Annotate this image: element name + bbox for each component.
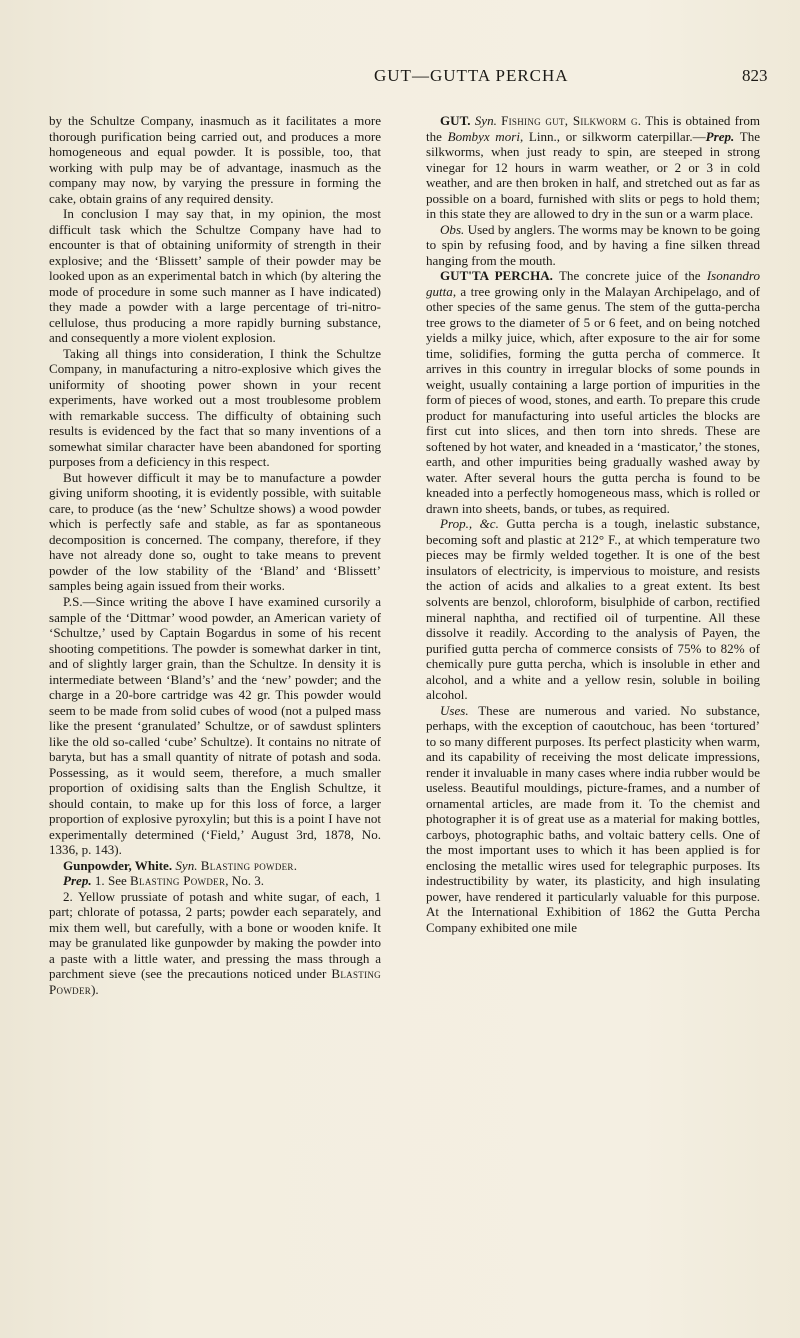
gp-prop-label: Prop., &c. (440, 516, 499, 532)
paragraph-uniform-shooting: But however difficult it may be to manufacture a powder giving uniform shooting, it is evidently possible, with suitable care, to produce (as the ‘new’ Schultze shows) a wood powder which is perfectly safe and stable, as far as spontaneous decomposition is concerned. The company, therefore, if they have not already done so, ought to take means to prevent powder of the low stability of the ‘Bland’ and ‘Blissett’ samples being again issued from their works. (49, 469, 381, 594)
gut-observation (426, 222, 760, 269)
left-column (49, 113, 381, 997)
right-column (426, 113, 760, 935)
gutta-percha-uses (426, 703, 760, 936)
gp-species: Isonandro gutta (426, 268, 760, 299)
prep-label: Prep. (63, 873, 92, 889)
running-head (0, 66, 800, 90)
prep-2-text: 2. Yellow prussiate of potash and white sugar, of each, 1 part; chlorate of potassa, 2 parts; powder each separately, and mix them well, but carefully, with a bone or wooden knife. It may be granulated like gunpowder by making the powder into a paste with a little water, and pressing the mass through a parchment sieve (see the precautions noticed under (49, 888, 381, 982)
gut-synonyms: Fishing gut, Silkworm g. (501, 113, 642, 128)
gunpowder-prep-2 (49, 889, 381, 998)
prep-1-text: 1. See (94, 873, 127, 889)
gp-text-2: , a tree growing only in the Malayan Archipelago, and of other species of the same genus. The stem of the gutta-percha tree grows to the diameter of 5 or 6 feet, and on being notched yields a milky juice, which, after exposure to the air for some time, solidifies, forming the gutta percha of commerce. It arrives in this country in irregular blocks of some pounds in weight, usually containing a large portion of impurities in the form of pieces of wood, stones, and earth. To prepare this crude product for manufacturing into useful articles the blocks are first cut into slices, and then torn into shreds. These are softened by hot water, and kneaded in a ‘masticator,’ the stones, earth, and other impurities being gradually washed away by water. After several hours the gutta percha is found to be kneaded into a perfectly homogeneous mass, which is rolled or drawn into sheets, bands, or tubes, as required. (426, 283, 760, 516)
entry-gutta-percha (426, 268, 760, 516)
prep-2-end: ). (91, 981, 99, 997)
paragraph-schultze-purification: by the Schultze Company, inasmuch as it facilitates a more thorough purification being carried out, and produces a more homogeneous and equal powder. It is possible, too, that working with pulp may be of advantage, inasmuch as the company may now, by varying the pressure in forming the cake, obtain grains of any required density. (49, 113, 381, 206)
headword-gunpowder-white: Gunpowder, White. (63, 857, 173, 873)
headword-gutta-percha: GUT'TA PERCHA. (440, 268, 553, 284)
synonym-text: Blasting powder. (200, 857, 298, 873)
cross-reference-blasting-powder: Blasting Powder (130, 873, 226, 889)
paragraph-postscript: P.S.—Since writing the above I have examined cursorily a sample of the ‘Dittmar’ wood powder, an American variety of ‘Schultze,’ used by Captain Bogardus in some of his recent shooting competitions. The powder is somewhat darker in tint, and of slightly larger grain, than the Schultze. In density it is intermediate between ‘Bland’s’ and the ‘new’ powder; and the charge in a 20-bore cartridge was 42 gr. This powder would seem to be made from solid cubes of wood (not a pulped mass like the present ‘granulated’ Schultze, or of sawdust splinters like the old so-called ‘cube’ Schultze). It contains no nitrate of baryta, but has a small quantity of nitrate of potash and soda. Possessing, as it would seem, therefore, a much smaller proportion of oxidising salts than the English Schultze, it should contain, to make up for this loss of force, a larger proportion of explosive pyroxylin; but this is a point I have not experimentally determined (‘Field,’ August 3rd, 1878, No. 1336, p. 143). (49, 593, 381, 858)
entry-gut (426, 113, 760, 222)
gut-text-3: The silkworms, when just ready to spin, are steeped in strong vinegar for 12 hours in warm weather, or 2 or 3 in cold weather, and are then broken in half, and stretched out as far as possible on a board, furnished with slits or pegs to hold them; in this state they are allowed to dry in the sun or a warm place. (426, 128, 761, 222)
syn-label: Syn. (175, 857, 198, 873)
gut-obs-label: Obs. (440, 221, 465, 237)
gp-uses-label: Uses. (440, 702, 469, 718)
gut-prep-label: Prep. (705, 128, 735, 144)
running-head-title: GUT—GUTTA PERCHA (374, 66, 569, 85)
gut-species: Bombyx mori (447, 128, 520, 144)
gp-prop-text: Gutta percha is a tough, inelastic substance, becoming soft and plastic at 212° F., at which temperature two pieces may be firmly welded together. It is one of the best insulators of electricity, is impervious to moisture, and resists the action of acids and alkalies to a great extent. Its best solvents are benzol, chloroform, bisulphide of carbon, rectified mineral naphtha, and rectified oil of turpentine. All these dissolve it readily. According to the analysis of Payen, the purified gutta percha of commerce consists of 75% to 82% of chemically pure gutta percha, which is insoluble in ether and alcohol, and a white and a yellow resin, soluble in boiling alcohol. (426, 516, 760, 703)
headword-gut: GUT. (440, 113, 471, 128)
gp-uses-text: These are numerous and varied. No substance, perhaps, with the exception of caoutchouc, has been ‘tortured’ to so many different purposes. Its perfect plasticity when warm, and its capability of receiving the most delicate impressions, render it invaluable in many cases where india rubber would be useless. Beautiful mouldings, picture-frames, and a number of ornamental articles, are made from it. To the chemist and photographer it is of great use as a material for making bottles, carboys, photographic baths, and voltaic battery cells. One of the most important uses to which it has been applied is for enclosing the metallic wires used for telegraphic purposes. Its indestructibility by water, its plasticity, and high insulating power, have rendered it particularly valuable for this purpose. At the International Exhibition of 1862 the Gutta Percha Company exhibited one mile (426, 702, 760, 935)
prep-1-suffix: , No. 3. (225, 873, 265, 889)
gut-text-1: This is obtained from the (426, 113, 761, 144)
cross-reference-blasting-powder-2: Blasting Powder (49, 966, 381, 997)
paragraph-consideration: Taking all things into consideration, I think the Schultze Company, in manufacturing a nitro-explosive which gives the uniformity of shooting power shown in your recent experiments, have worked out a most troublesome problem with remarkable success. The difficulty of obtaining such results is evidenced by the fact that so many inventions of a somewhat similar character have been abandoned for sporting purposes from a deficiency in this respect. (49, 345, 381, 470)
gunpowder-prep-1 (49, 873, 381, 889)
page-number: 823 (742, 66, 768, 85)
paragraph-conclusion: In conclusion I may say that, in my opinion, the most difficult task which the Schultze Company have had to encounter is that of obtaining uniformity of strength in their explosive; and the ‘Blissett’ sample of their powder may be looked upon as an experimental batch in which (by altering the mode of procedure in some such manner as I have indicated) they made a powder with a large percentage of tri-nitro-cellulose, thus producing a more rapidly burning substance, and consequently a more violent explosion. (49, 206, 381, 346)
gutta-percha-properties (426, 516, 760, 702)
entry-gunpowder-white (49, 858, 381, 874)
gp-text-1: The concrete juice of the (558, 268, 701, 284)
gut-text-2: , Linn., or silkworm caterpillar.— (519, 128, 706, 144)
gut-syn-label: Syn. (474, 113, 497, 128)
gut-obs-text: Used by anglers. The worms may be known to be going to spin by refusing food, and by having a fine silken thread hanging from the mouth. (426, 221, 761, 268)
